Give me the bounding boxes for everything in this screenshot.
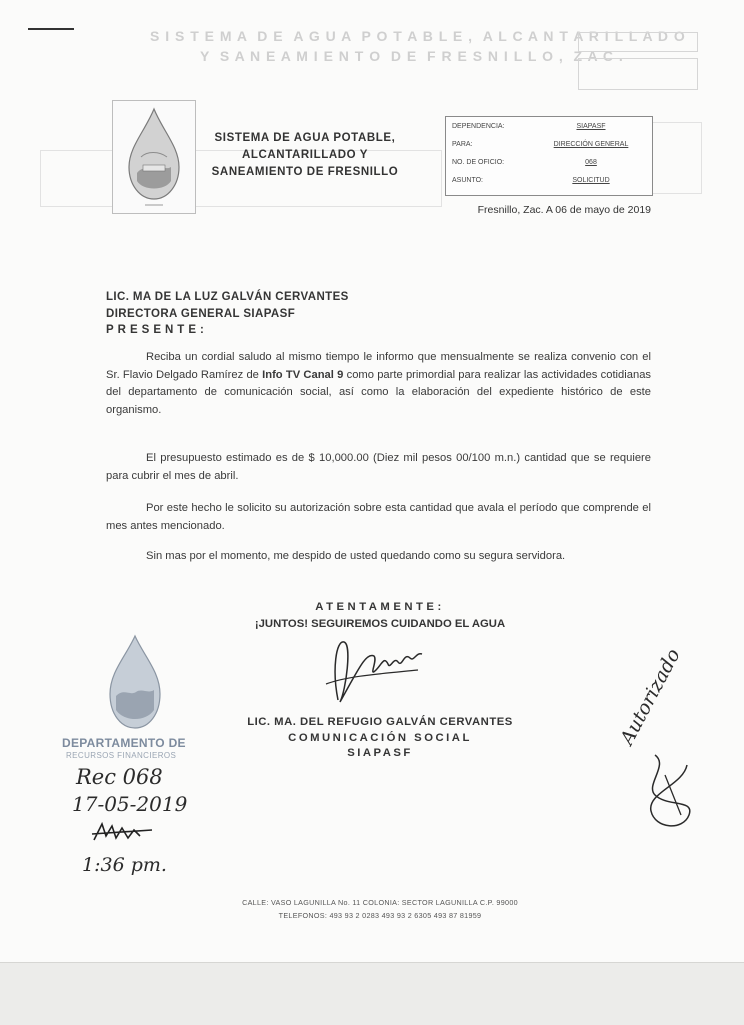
signer-name: LIC. MA. DEL REFUGIO GALVÁN CERVANTES (247, 716, 513, 728)
media-outlet-name: Info TV Canal 9 (262, 368, 344, 381)
footer-phones: TELEFONOS: 493 93 2 0283 493 93 2 6305 493 87 81959 (278, 911, 482, 920)
bleed-through-box-2 (578, 58, 698, 90)
meta-row-para (452, 137, 646, 154)
meta-value: 068 (585, 159, 597, 166)
handwritten-signature (318, 630, 428, 710)
meta-label: PARA: (452, 141, 473, 148)
signer-area: COMUNICACIÓN SOCIAL (288, 731, 472, 744)
footer-address: CALLE: VASO LAGUNILLA No. 11 COLONIA: SECTOR LAGUNILLA C.P. 99000 (242, 898, 518, 907)
receipt-stamp-drop-icon (90, 632, 180, 742)
meta-label: NO. DE OFICIO: (452, 159, 505, 166)
meta-value: DIRECCIÓN GENERAL (553, 141, 629, 148)
meta-label: DEPENDENCIA: (452, 123, 505, 130)
body-paragraph-1 (106, 349, 651, 419)
body-paragraph-4: Sin mas por el momento, me despido de usted quedando como su segura servidora. (146, 550, 566, 562)
recipient-block (106, 289, 349, 339)
handwritten-receipt-date: 17-05-2019 (72, 792, 188, 816)
body-paragraph-2: El presupuesto estimado es de $ 10,000.00 (Diez mil pesos 00/100 m.n.) cantidad que se requiere para cubrir el mes de abril. (106, 452, 651, 482)
meta-value: SOLICITUD (572, 177, 610, 184)
handwritten-authorized: Autorizado (616, 645, 685, 749)
meta-value: SIAPASF (576, 123, 606, 130)
document-metadata-box (445, 116, 653, 196)
handwritten-receipt-number: Rec 068 (76, 765, 163, 789)
handwritten-initials (90, 818, 160, 848)
meta-row-dependencia (452, 119, 646, 136)
closing-slogan: ¡JUNTOS! SEGUIREMOS CUIDANDO EL AGUA (254, 618, 506, 630)
signer-block (200, 715, 560, 762)
paragraph-text: como parte primordial para realizar las actividades cotidianas del departamento de comunicación social, así como la elaboración del expediente histórico de este organismo. (106, 368, 652, 416)
bleed-through-text-2: Y S A N E A M I E N T O D E F R E S N I L L O , Z A C . (200, 48, 624, 64)
footer-contact (140, 896, 620, 922)
organization-logo (112, 100, 196, 214)
date-line: Fresnillo, Zac. A 06 de mayo de 2019 (477, 204, 651, 216)
stamp-department-sub: RECURSOS FINANCIEROS (66, 751, 177, 760)
closing-block (200, 599, 560, 633)
scan-bottom-margin (0, 962, 744, 1025)
bleed-through-text: S I S T E M A D E A G U A P O T A B L E , A L C A N T A R I L L A D O (150, 28, 686, 44)
bleed-through-box (578, 32, 698, 52)
meta-label: ASUNTO: (452, 177, 483, 184)
recipient-name: LIC. MA DE LA LUZ GALVÁN CERVANTES (106, 291, 349, 303)
stamp-department: DEPARTAMENTO DE (62, 736, 186, 750)
body-paragraph-3: Por este hecho le solicito su autorización sobre esta cantidad que avala el período que comprende el mes antes mencionado. (106, 502, 651, 532)
meta-row-asunto (452, 173, 646, 190)
org-name-line-3: SANEAMIENTO DE FRESNILLO (211, 166, 399, 178)
meta-row-oficio (452, 155, 646, 172)
scan-mark (28, 28, 74, 30)
org-name-line-2: ALCANTARILLADO Y (241, 149, 369, 161)
signer-organization: SIAPASF (347, 747, 413, 759)
paragraph-text: Reciba un cordial saludo al mismo tiempo le informo que mensualmente se realiza convenio con el Sr. Flavio Delgado Ramírez de (106, 351, 651, 381)
water-drop-icon (113, 101, 195, 213)
salutation: PRESENTE: (106, 324, 208, 336)
recipient-title: DIRECTORA GENERAL SIAPASF (106, 307, 296, 320)
org-name-line-1: SISTEMA DE AGUA POTABLE, (214, 132, 396, 144)
organization-name (196, 130, 414, 181)
handwritten-receipt-time: 1:36 pm. (82, 854, 167, 876)
authorization-signature (625, 745, 720, 840)
closing-atentamente: ATENTAMENTE: (315, 601, 445, 613)
